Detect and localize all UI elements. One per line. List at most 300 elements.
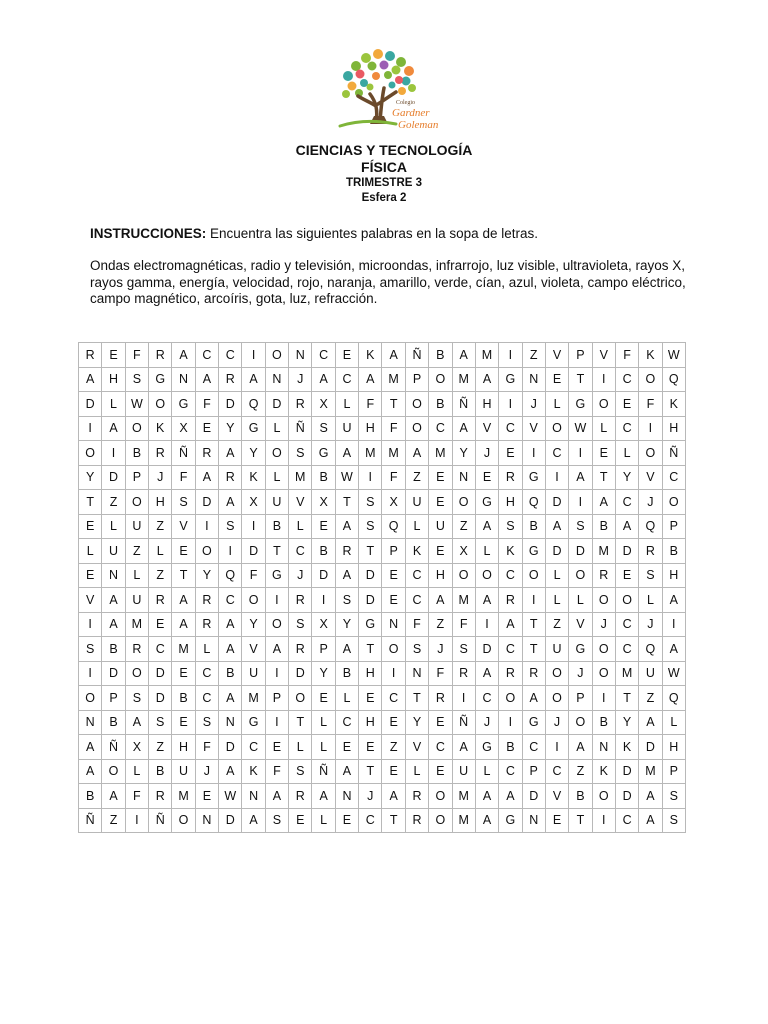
grid-cell[interactable]: Z bbox=[545, 612, 568, 637]
grid-cell[interactable]: A bbox=[265, 637, 288, 662]
grid-cell[interactable]: J bbox=[545, 710, 568, 735]
grid-cell[interactable]: J bbox=[592, 612, 615, 637]
grid-cell[interactable]: I bbox=[125, 808, 148, 833]
grid-cell[interactable]: P bbox=[569, 343, 592, 368]
grid-cell[interactable]: V bbox=[569, 612, 592, 637]
grid-cell[interactable]: P bbox=[382, 539, 405, 564]
grid-cell[interactable]: E bbox=[195, 416, 218, 441]
grid-cell[interactable]: Y bbox=[242, 612, 265, 637]
grid-cell[interactable]: L bbox=[102, 392, 125, 417]
grid-cell[interactable]: E bbox=[79, 563, 102, 588]
grid-cell[interactable]: Ñ bbox=[452, 392, 475, 417]
grid-cell[interactable]: E bbox=[429, 490, 452, 515]
grid-cell[interactable]: R bbox=[195, 612, 218, 637]
grid-cell[interactable]: R bbox=[195, 441, 218, 466]
grid-cell[interactable]: B bbox=[102, 710, 125, 735]
grid-cell[interactable]: P bbox=[662, 514, 685, 539]
grid-cell[interactable]: F bbox=[452, 612, 475, 637]
grid-cell[interactable]: E bbox=[592, 441, 615, 466]
grid-cell[interactable]: J bbox=[569, 661, 592, 686]
grid-cell[interactable]: A bbox=[639, 710, 662, 735]
grid-cell[interactable]: E bbox=[382, 563, 405, 588]
grid-cell[interactable]: H bbox=[172, 735, 195, 760]
grid-cell[interactable]: E bbox=[615, 392, 638, 417]
grid-cell[interactable]: V bbox=[475, 416, 498, 441]
grid-cell[interactable]: W bbox=[335, 465, 358, 490]
grid-cell[interactable]: O bbox=[429, 784, 452, 809]
grid-cell[interactable]: F bbox=[265, 759, 288, 784]
grid-cell[interactable]: G bbox=[475, 490, 498, 515]
grid-cell[interactable]: L bbox=[662, 710, 685, 735]
grid-cell[interactable]: Ñ bbox=[149, 808, 172, 833]
grid-cell[interactable]: Ñ bbox=[289, 416, 312, 441]
grid-cell[interactable]: V bbox=[639, 465, 662, 490]
grid-cell[interactable]: N bbox=[522, 367, 545, 392]
grid-cell[interactable]: A bbox=[359, 367, 382, 392]
grid-cell[interactable]: E bbox=[359, 686, 382, 711]
grid-cell[interactable]: N bbox=[452, 465, 475, 490]
grid-cell[interactable]: X bbox=[382, 490, 405, 515]
grid-cell[interactable]: O bbox=[545, 661, 568, 686]
grid-cell[interactable]: C bbox=[499, 637, 522, 662]
grid-cell[interactable]: C bbox=[405, 588, 428, 613]
grid-cell[interactable]: N bbox=[382, 612, 405, 637]
grid-cell[interactable]: E bbox=[79, 514, 102, 539]
grid-cell[interactable]: R bbox=[522, 661, 545, 686]
grid-cell[interactable]: Y bbox=[452, 441, 475, 466]
grid-cell[interactable]: T bbox=[79, 490, 102, 515]
grid-cell[interactable]: N bbox=[219, 710, 242, 735]
grid-cell[interactable]: O bbox=[639, 367, 662, 392]
grid-cell[interactable]: O bbox=[429, 367, 452, 392]
grid-cell[interactable]: L bbox=[545, 392, 568, 417]
grid-cell[interactable]: I bbox=[195, 514, 218, 539]
grid-cell[interactable]: U bbox=[125, 588, 148, 613]
grid-cell[interactable]: D bbox=[219, 808, 242, 833]
grid-cell[interactable]: J bbox=[149, 465, 172, 490]
grid-cell[interactable]: R bbox=[149, 588, 172, 613]
grid-cell[interactable]: T bbox=[615, 686, 638, 711]
grid-cell[interactable]: G bbox=[359, 612, 382, 637]
grid-cell[interactable]: A bbox=[265, 784, 288, 809]
grid-cell[interactable]: A bbox=[102, 784, 125, 809]
grid-cell[interactable]: Z bbox=[452, 514, 475, 539]
grid-cell[interactable]: R bbox=[499, 465, 522, 490]
grid-cell[interactable]: A bbox=[429, 588, 452, 613]
grid-cell[interactable]: Q bbox=[219, 563, 242, 588]
grid-cell[interactable]: R bbox=[335, 539, 358, 564]
grid-cell[interactable]: F bbox=[125, 784, 148, 809]
grid-cell[interactable]: E bbox=[289, 808, 312, 833]
grid-cell[interactable]: O bbox=[195, 539, 218, 564]
grid-cell[interactable]: A bbox=[125, 710, 148, 735]
grid-cell[interactable]: B bbox=[592, 710, 615, 735]
grid-cell[interactable]: V bbox=[592, 343, 615, 368]
grid-cell[interactable]: S bbox=[452, 637, 475, 662]
grid-cell[interactable]: L bbox=[335, 686, 358, 711]
grid-cell[interactable]: H bbox=[429, 563, 452, 588]
grid-cell[interactable]: T bbox=[569, 808, 592, 833]
grid-cell[interactable]: X bbox=[242, 490, 265, 515]
grid-cell[interactable]: R bbox=[219, 465, 242, 490]
grid-cell[interactable]: Z bbox=[149, 563, 172, 588]
grid-cell[interactable]: I bbox=[545, 735, 568, 760]
grid-cell[interactable]: L bbox=[125, 563, 148, 588]
grid-cell[interactable]: D bbox=[639, 735, 662, 760]
grid-cell[interactable]: N bbox=[592, 735, 615, 760]
grid-cell[interactable]: T bbox=[382, 808, 405, 833]
grid-cell[interactable]: G bbox=[499, 367, 522, 392]
grid-cell[interactable]: W bbox=[125, 392, 148, 417]
grid-cell[interactable]: G bbox=[569, 392, 592, 417]
grid-cell[interactable]: A bbox=[79, 759, 102, 784]
grid-cell[interactable]: D bbox=[615, 539, 638, 564]
grid-cell[interactable]: A bbox=[312, 367, 335, 392]
grid-cell[interactable]: X bbox=[172, 416, 195, 441]
grid-cell[interactable]: G bbox=[522, 710, 545, 735]
grid-cell[interactable]: L bbox=[405, 759, 428, 784]
grid-cell[interactable]: F bbox=[382, 416, 405, 441]
grid-cell[interactable]: T bbox=[592, 465, 615, 490]
grid-cell[interactable]: I bbox=[79, 612, 102, 637]
grid-cell[interactable]: C bbox=[615, 367, 638, 392]
grid-cell[interactable]: S bbox=[149, 710, 172, 735]
grid-cell[interactable]: A bbox=[662, 637, 685, 662]
grid-cell[interactable]: H bbox=[662, 735, 685, 760]
grid-cell[interactable]: H bbox=[359, 661, 382, 686]
grid-cell[interactable]: U bbox=[639, 661, 662, 686]
grid-cell[interactable]: A bbox=[382, 343, 405, 368]
grid-cell[interactable]: K bbox=[242, 465, 265, 490]
grid-cell[interactable]: O bbox=[615, 588, 638, 613]
grid-cell[interactable]: D bbox=[359, 563, 382, 588]
grid-cell[interactable]: L bbox=[475, 759, 498, 784]
grid-cell[interactable]: D bbox=[615, 784, 638, 809]
grid-cell[interactable]: P bbox=[265, 686, 288, 711]
grid-cell[interactable]: U bbox=[452, 759, 475, 784]
grid-cell[interactable]: R bbox=[405, 784, 428, 809]
grid-cell[interactable]: M bbox=[452, 784, 475, 809]
grid-cell[interactable]: I bbox=[662, 612, 685, 637]
grid-cell[interactable]: A bbox=[475, 661, 498, 686]
grid-cell[interactable]: R bbox=[195, 588, 218, 613]
grid-cell[interactable]: C bbox=[615, 416, 638, 441]
grid-cell[interactable]: Q bbox=[382, 514, 405, 539]
grid-cell[interactable]: Q bbox=[662, 686, 685, 711]
grid-cell[interactable]: M bbox=[289, 465, 312, 490]
grid-cell[interactable]: L bbox=[312, 710, 335, 735]
grid-cell[interactable]: Y bbox=[615, 710, 638, 735]
grid-cell[interactable]: I bbox=[545, 465, 568, 490]
grid-cell[interactable]: O bbox=[592, 588, 615, 613]
grid-cell[interactable]: B bbox=[312, 539, 335, 564]
grid-cell[interactable]: Q bbox=[639, 514, 662, 539]
grid-cell[interactable]: B bbox=[149, 759, 172, 784]
grid-cell[interactable]: E bbox=[429, 465, 452, 490]
grid-cell[interactable]: W bbox=[569, 416, 592, 441]
grid-cell[interactable]: M bbox=[429, 441, 452, 466]
grid-cell[interactable]: T bbox=[405, 686, 428, 711]
grid-cell[interactable]: I bbox=[592, 686, 615, 711]
grid-cell[interactable]: A bbox=[219, 612, 242, 637]
grid-cell[interactable]: O bbox=[592, 661, 615, 686]
grid-cell[interactable]: N bbox=[265, 367, 288, 392]
grid-cell[interactable]: H bbox=[662, 563, 685, 588]
grid-cell[interactable]: E bbox=[335, 808, 358, 833]
grid-cell[interactable]: B bbox=[312, 465, 335, 490]
grid-cell[interactable]: M bbox=[452, 588, 475, 613]
grid-cell[interactable]: B bbox=[265, 514, 288, 539]
grid-cell[interactable]: D bbox=[102, 465, 125, 490]
grid-cell[interactable]: Y bbox=[615, 465, 638, 490]
grid-cell[interactable]: H bbox=[475, 392, 498, 417]
grid-cell[interactable]: G bbox=[172, 392, 195, 417]
grid-cell[interactable]: B bbox=[335, 661, 358, 686]
grid-cell[interactable]: M bbox=[639, 759, 662, 784]
grid-cell[interactable]: T bbox=[265, 539, 288, 564]
grid-cell[interactable]: J bbox=[289, 367, 312, 392]
grid-cell[interactable]: A bbox=[335, 514, 358, 539]
grid-cell[interactable]: O bbox=[79, 686, 102, 711]
grid-cell[interactable]: E bbox=[149, 612, 172, 637]
grid-cell[interactable]: Q bbox=[639, 637, 662, 662]
grid-cell[interactable]: C bbox=[545, 759, 568, 784]
grid-cell[interactable]: J bbox=[359, 784, 382, 809]
grid-cell[interactable]: I bbox=[452, 686, 475, 711]
grid-cell[interactable]: M bbox=[452, 808, 475, 833]
grid-cell[interactable]: O bbox=[429, 808, 452, 833]
grid-cell[interactable]: B bbox=[569, 784, 592, 809]
grid-cell[interactable]: O bbox=[545, 686, 568, 711]
grid-cell[interactable]: X bbox=[312, 392, 335, 417]
grid-cell[interactable]: K bbox=[615, 735, 638, 760]
grid-cell[interactable]: C bbox=[219, 343, 242, 368]
grid-cell[interactable]: C bbox=[475, 686, 498, 711]
grid-cell[interactable]: K bbox=[149, 416, 172, 441]
grid-cell[interactable]: A bbox=[545, 514, 568, 539]
grid-cell[interactable]: P bbox=[102, 686, 125, 711]
grid-cell[interactable]: S bbox=[359, 514, 382, 539]
grid-cell[interactable]: O bbox=[569, 710, 592, 735]
grid-cell[interactable]: U bbox=[242, 661, 265, 686]
grid-cell[interactable]: C bbox=[195, 661, 218, 686]
grid-cell[interactable]: I bbox=[312, 588, 335, 613]
grid-cell[interactable]: Z bbox=[102, 808, 125, 833]
grid-cell[interactable]: O bbox=[592, 637, 615, 662]
grid-cell[interactable]: J bbox=[639, 612, 662, 637]
grid-cell[interactable]: R bbox=[499, 588, 522, 613]
grid-cell[interactable]: F bbox=[125, 343, 148, 368]
grid-cell[interactable]: U bbox=[429, 514, 452, 539]
grid-cell[interactable]: L bbox=[79, 539, 102, 564]
grid-cell[interactable]: I bbox=[522, 441, 545, 466]
grid-cell[interactable]: D bbox=[195, 490, 218, 515]
grid-cell[interactable]: A bbox=[569, 735, 592, 760]
grid-cell[interactable]: O bbox=[452, 563, 475, 588]
grid-cell[interactable]: I bbox=[265, 661, 288, 686]
grid-cell[interactable]: V bbox=[405, 735, 428, 760]
grid-cell[interactable]: R bbox=[125, 637, 148, 662]
grid-cell[interactable]: Ñ bbox=[452, 710, 475, 735]
grid-cell[interactable]: V bbox=[172, 514, 195, 539]
grid-cell[interactable]: T bbox=[522, 637, 545, 662]
grid-cell[interactable]: V bbox=[545, 784, 568, 809]
grid-cell[interactable]: I bbox=[522, 588, 545, 613]
grid-cell[interactable]: L bbox=[125, 759, 148, 784]
grid-cell[interactable]: H bbox=[359, 416, 382, 441]
grid-cell[interactable]: I bbox=[569, 441, 592, 466]
grid-cell[interactable]: E bbox=[545, 808, 568, 833]
grid-cell[interactable]: D bbox=[242, 539, 265, 564]
grid-cell[interactable]: C bbox=[615, 808, 638, 833]
grid-cell[interactable]: A bbox=[405, 441, 428, 466]
grid-cell[interactable]: G bbox=[242, 416, 265, 441]
grid-cell[interactable]: C bbox=[219, 588, 242, 613]
grid-cell[interactable]: R bbox=[592, 563, 615, 588]
grid-cell[interactable]: C bbox=[499, 416, 522, 441]
grid-cell[interactable]: N bbox=[522, 808, 545, 833]
grid-cell[interactable]: I bbox=[475, 612, 498, 637]
grid-cell[interactable]: I bbox=[242, 343, 265, 368]
grid-cell[interactable]: Ñ bbox=[172, 441, 195, 466]
grid-cell[interactable]: N bbox=[335, 784, 358, 809]
grid-cell[interactable]: O bbox=[265, 343, 288, 368]
grid-cell[interactable]: M bbox=[615, 661, 638, 686]
grid-cell[interactable]: G bbox=[522, 539, 545, 564]
grid-cell[interactable]: O bbox=[242, 588, 265, 613]
grid-cell[interactable]: B bbox=[172, 686, 195, 711]
grid-cell[interactable]: L bbox=[265, 465, 288, 490]
grid-cell[interactable]: A bbox=[382, 784, 405, 809]
grid-cell[interactable]: I bbox=[242, 514, 265, 539]
grid-cell[interactable]: D bbox=[149, 661, 172, 686]
grid-cell[interactable]: Y bbox=[219, 416, 242, 441]
grid-cell[interactable]: A bbox=[219, 759, 242, 784]
grid-cell[interactable]: E bbox=[265, 735, 288, 760]
grid-cell[interactable]: N bbox=[102, 563, 125, 588]
grid-cell[interactable]: X bbox=[312, 612, 335, 637]
grid-cell[interactable]: H bbox=[359, 710, 382, 735]
grid-cell[interactable]: I bbox=[265, 710, 288, 735]
grid-cell[interactable]: I bbox=[499, 710, 522, 735]
grid-cell[interactable]: U bbox=[545, 637, 568, 662]
grid-cell[interactable]: S bbox=[265, 808, 288, 833]
grid-cell[interactable]: A bbox=[475, 367, 498, 392]
grid-cell[interactable]: E bbox=[382, 759, 405, 784]
grid-cell[interactable]: A bbox=[475, 808, 498, 833]
grid-cell[interactable]: S bbox=[312, 416, 335, 441]
grid-cell[interactable]: D bbox=[359, 588, 382, 613]
grid-cell[interactable]: D bbox=[219, 392, 242, 417]
grid-cell[interactable]: A bbox=[662, 588, 685, 613]
grid-cell[interactable]: E bbox=[102, 343, 125, 368]
grid-cell[interactable]: R bbox=[289, 588, 312, 613]
grid-cell[interactable]: Z bbox=[639, 686, 662, 711]
grid-cell[interactable]: A bbox=[102, 588, 125, 613]
grid-cell[interactable]: O bbox=[79, 441, 102, 466]
grid-cell[interactable]: K bbox=[359, 343, 382, 368]
grid-cell[interactable]: A bbox=[335, 637, 358, 662]
grid-cell[interactable]: V bbox=[79, 588, 102, 613]
grid-cell[interactable]: F bbox=[242, 563, 265, 588]
grid-cell[interactable]: S bbox=[195, 710, 218, 735]
grid-cell[interactable]: E bbox=[335, 343, 358, 368]
grid-cell[interactable]: D bbox=[569, 539, 592, 564]
grid-cell[interactable]: E bbox=[312, 514, 335, 539]
grid-cell[interactable]: Z bbox=[149, 514, 172, 539]
grid-cell[interactable]: H bbox=[499, 490, 522, 515]
grid-cell[interactable]: A bbox=[592, 490, 615, 515]
grid-cell[interactable]: M bbox=[592, 539, 615, 564]
grid-cell[interactable]: N bbox=[172, 367, 195, 392]
grid-cell[interactable]: C bbox=[195, 343, 218, 368]
grid-cell[interactable]: A bbox=[615, 514, 638, 539]
grid-cell[interactable]: B bbox=[662, 539, 685, 564]
grid-cell[interactable]: F bbox=[172, 465, 195, 490]
grid-cell[interactable]: Y bbox=[405, 710, 428, 735]
grid-cell[interactable]: U bbox=[102, 539, 125, 564]
grid-cell[interactable]: A bbox=[452, 416, 475, 441]
grid-cell[interactable]: F bbox=[195, 392, 218, 417]
grid-cell[interactable]: S bbox=[335, 588, 358, 613]
grid-cell[interactable]: K bbox=[592, 759, 615, 784]
grid-cell[interactable]: S bbox=[499, 514, 522, 539]
grid-cell[interactable]: C bbox=[429, 735, 452, 760]
grid-cell[interactable]: Z bbox=[569, 759, 592, 784]
grid-cell[interactable]: A bbox=[79, 367, 102, 392]
grid-cell[interactable]: W bbox=[662, 343, 685, 368]
grid-cell[interactable]: A bbox=[219, 637, 242, 662]
grid-cell[interactable]: B bbox=[219, 661, 242, 686]
grid-cell[interactable]: E bbox=[382, 588, 405, 613]
grid-cell[interactable]: I bbox=[592, 367, 615, 392]
grid-cell[interactable]: T bbox=[569, 367, 592, 392]
grid-cell[interactable]: Ñ bbox=[102, 735, 125, 760]
grid-cell[interactable]: Z bbox=[405, 465, 428, 490]
grid-cell[interactable]: Z bbox=[429, 612, 452, 637]
grid-cell[interactable]: D bbox=[545, 490, 568, 515]
grid-cell[interactable]: C bbox=[335, 367, 358, 392]
grid-cell[interactable]: T bbox=[289, 710, 312, 735]
grid-cell[interactable]: A bbox=[452, 735, 475, 760]
grid-cell[interactable]: E bbox=[172, 661, 195, 686]
grid-cell[interactable]: X bbox=[452, 539, 475, 564]
grid-cell[interactable]: A bbox=[219, 686, 242, 711]
grid-cell[interactable]: K bbox=[499, 539, 522, 564]
grid-cell[interactable]: G bbox=[149, 367, 172, 392]
grid-cell[interactable]: S bbox=[172, 490, 195, 515]
grid-cell[interactable]: E bbox=[172, 539, 195, 564]
grid-cell[interactable]: Z bbox=[522, 343, 545, 368]
grid-cell[interactable]: U bbox=[335, 416, 358, 441]
grid-cell[interactable]: R bbox=[289, 637, 312, 662]
grid-cell[interactable]: J bbox=[195, 759, 218, 784]
grid-cell[interactable]: A bbox=[219, 441, 242, 466]
grid-cell[interactable]: S bbox=[662, 784, 685, 809]
grid-cell[interactable]: L bbox=[265, 416, 288, 441]
grid-cell[interactable]: G bbox=[265, 563, 288, 588]
grid-cell[interactable]: C bbox=[545, 441, 568, 466]
grid-cell[interactable]: L bbox=[545, 563, 568, 588]
grid-cell[interactable]: E bbox=[195, 784, 218, 809]
grid-cell[interactable]: L bbox=[102, 514, 125, 539]
grid-cell[interactable]: C bbox=[662, 465, 685, 490]
grid-cell[interactable]: O bbox=[545, 416, 568, 441]
grid-cell[interactable]: V bbox=[522, 416, 545, 441]
grid-cell[interactable]: F bbox=[195, 735, 218, 760]
grid-cell[interactable]: I bbox=[639, 416, 662, 441]
grid-cell[interactable]: T bbox=[522, 612, 545, 637]
